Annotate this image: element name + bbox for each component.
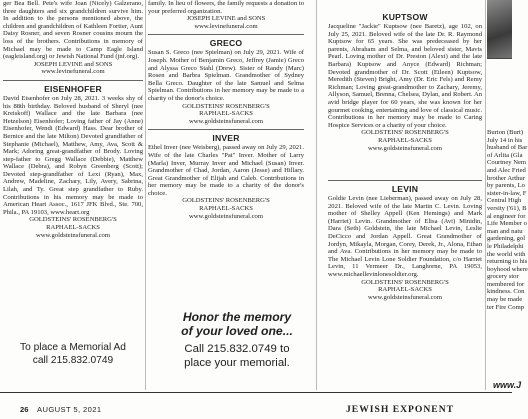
obituary-continued-text: ger Bea Bell. Pete's wife Joan (Nicely) Galzerano, three daughters and six grandchildren survive him. In addition to the persons mentioned above, the children and grandchildren of Kathleen Fortier, Aunt Daisy Rosner, and seven Rosner cousins mourn the loss of the brothers. Contributions in memory of Michael may be made to Camp Eagle Island (eagleisland.org) or Jewish National Fund (jnf.org). — [3, 0, 143, 61]
obituary-line-cropped: may be made — [487, 296, 523, 304]
funeral-home-url: www.goldsteinsfuneral.com — [368, 144, 442, 152]
publication-name: JEWISH EXPONENT — [346, 404, 455, 415]
obituary-line-cropped: Life Member o — [487, 220, 527, 228]
funeral-home-url: www.goldsteinsfuneral.com — [189, 117, 263, 125]
obituary-line-cropped: Burton (Burt) — [487, 129, 524, 136]
ad-phone-line: Call 215.832.0749 to — [184, 343, 290, 355]
funeral-home-url: www.goldsteinsfuneral.com — [368, 293, 442, 301]
obituary-continued-text: family. In lieu of flowers, the family requests a donation to your preferred organization. — [148, 0, 304, 15]
obituary-line-cropped: le Philadelphi — [487, 242, 524, 250]
obituary-name-eisenhofer: EISENHOFER — [44, 83, 102, 94]
obituary-text-eisenhofer: David Eisenhofer on July 28, 2021. 3 weeks shy of his 88th birthday. Beloved husband of Sheryl (nee Kreiskoff) Wallace and the late Barbara (nee Hetzelson) Eisenhofer; Loving father of Jay (Anne) Eisenhofer, Wendi (Edward) Hass. Dear brother of Bernice and the late Milton) Devoted grandfather of Stephanie (Michael), Matthew, Amy, Ava, Scott & Mark; Adoring great-grandfather of Brody. Loving step-father to Gregg Wallace (Debbie), Matthew Wallace (Debra), and Robyn Greenberg (Scott); Devoted step-grandfather of Lexi (Ryan), Max, Andrew, Madeline, Zachary, Lily, Avery, Sabrina, Lilah, and Ty. Great step grandfather to Ruby. Contributions in his memory may be made to American Heart Assoc., 1617 JFK Blvd., Ste. 700, Phila., PA 19103, www.heart.org — [3, 94, 143, 216]
funeral-home-url: www.goldsteinsfuneral.com — [36, 231, 110, 239]
funeral-home-name: RAPHAEL-SACKS — [199, 110, 253, 118]
obituary-text-levin: Goldie Levin (nee Lieberman), passed away on July 28, 2021. Beloved wife of the late Martin C. Levin. Loving mother of Shelley Appell (Ken Hemings) and Mark (Harriet) Levin. Grandmother of Elisa (Avi) Minidin, Dara (Seth) Goldstein, the late Michael Levin, Leslie DeCicco and Jordan Appell. Great Grandmother of Jordyn, Mikayla, Morgan, Corey, Derek, Jr., Alona, Ethan and Ava. Contributions in her memory may be made to The Michael Levin Lone Soldier Foundation, c/o Harriet Levin, 11 Vermeer Dr., Langhorne, PA 19053, www.michaellevinlonesoldier.org. — [328, 195, 482, 279]
divider — [328, 180, 482, 181]
funeral-home-url: www.levinefuneral.com — [41, 68, 105, 76]
funeral-home-name: JOSEPH LEVINE and SONS — [186, 15, 266, 23]
funeral-home-name: GOLDSTEINS' ROSENBERG'S — [361, 129, 449, 137]
page-number: 26 — [20, 405, 29, 414]
obituary-line-cropped: brother Arthur — [487, 174, 525, 182]
funeral-home-name: GOLDSTEINS' ROSENBERG'S — [361, 278, 449, 286]
obituary-line-cropped: ter Fire Comp — [487, 303, 524, 311]
obituary-text-kuptsow: Jacqueline "Jackie" Kuptsow (nee Baretz), age 102, on July 25, 2021. Beloved wife of the late Dr. R. Raymond Kuptsow for 65 years. She was predeceased by her parents, Abraham and Selma, and beloved sister, Mavis Pearl. Loving mother of Dr. Preston (Alexi) and the late Barbara) Kuptsow and Anyce (Edward) Richman; Devoted grandmother of Dr. Scott (Eileen) Kuptsow, Meredith (Steven) Bright, Amy (Dr. Eric Fels) and Remy Richman; Loving great-grandmother to Zachary, Jeremy, Allyson, Samuel, Brenna, Chelsea, Dylan, and Robert. An avid bridge player for 60 years, she was known for her gourmet cooking, entertaining and love of classical music. Contributions in her memory may be made to Caring Hospice Services or a charity of your choice. — [328, 23, 482, 129]
memorial-ad-line: To place a Memorial Ad — [20, 342, 126, 353]
ad-headline: Honor the memory — [182, 310, 292, 324]
column-divider — [145, 0, 146, 390]
obituary-line-cropped: boyhood where — [487, 265, 528, 273]
obituary-line-cropped: versity ('61), B — [487, 204, 527, 212]
obituary-text-greco: Susan S. Greco (nee Spielman) on July 29, 2021. Wife of Joseph. Mother of Benjamin Greco, Jeffrey (Jamie) Greco and Alyssa Greco Stahl (Drew). Sister of Randy (Marc) Rosen and Barbra Spielman. Grandmother of Sydney Bella Greco. Daughter of the late Samuel and Selma Spielman. Contributions in her memory may be made to a charity of the donor's choice. — [148, 49, 304, 102]
obituary-line-cropped: by parents, Lo — [487, 182, 525, 190]
funeral-home-name: RAPHAEL-SACKS — [199, 205, 253, 213]
obituary-line-cropped: and Alec Fried — [487, 166, 526, 174]
obituary-photo — [487, 0, 512, 59]
memorial-ad-phone: call 215.832.0749 — [32, 355, 114, 366]
obituary-line-cropped: Central High — [487, 197, 522, 205]
obituary-line-cropped: membered for — [487, 280, 525, 288]
funeral-home-name: JOSEPH LEVINE and SONS — [33, 60, 113, 68]
ad-headline: of your loved one... — [181, 324, 293, 338]
funeral-home-name: GOLDSTEINS' ROSENBERG'S — [29, 216, 117, 224]
obituary-line-cropped: July 14 in his — [487, 136, 523, 144]
cropped-url: www.J — [493, 380, 522, 390]
divider — [3, 80, 143, 81]
column-4-cropped — [487, 129, 528, 379]
issue-date: AUGUST 5, 2021 — [37, 405, 102, 414]
funeral-home-name: RAPHAEL-SACKS — [378, 136, 432, 144]
obituary-line-cropped: husband of Bar — [487, 144, 528, 152]
honor-memory-ad — [172, 310, 302, 383]
obituary-line-cropped: gardening, gol — [487, 235, 526, 243]
funeral-home-name: RAPHAEL-SACKS — [378, 286, 432, 294]
obituary-line-cropped: al engineer for — [487, 212, 526, 220]
funeral-home-name: RAPHAEL-SACKS — [46, 224, 100, 232]
obituary-line-cropped: Courtney Nem — [487, 159, 527, 167]
obituary-line-cropped: sister-in-law, F — [487, 189, 527, 197]
obituary-text-inver: Ethel Inver (nee Weisberg), passed away on July 29, 2021. Wife of the late Charles "Pat" Inver. Mother of Larry (Marla) Inver, Murray Inver and Michael (Susan) Inver. Grandmother of Chad, Jordan, Aaron (Jesse) and Hillary. Great Grandmother of Elijah and Caleb. Contributions in her memory may be made to a charity of the donor's choice. — [148, 144, 304, 197]
obituary-line-cropped: returning to his — [487, 258, 528, 266]
obituary-line-cropped: man and natu — [487, 227, 523, 235]
obituary-line-cropped: kindness. Con — [487, 288, 525, 296]
obituary-line-cropped: grocery stor — [487, 273, 519, 281]
funeral-home-url: www.levinefuneral.com — [194, 22, 258, 30]
column-1 — [3, 0, 143, 239]
obituary-name-levin: LEVIN — [391, 184, 419, 195]
divider — [148, 129, 304, 130]
funeral-home-name: GOLDSTEINS' ROSENBERG'S — [182, 197, 270, 205]
page-footer — [0, 392, 512, 419]
obituary-line-cropped: of Arlita (Gla — [487, 151, 523, 159]
obituary-name-greco: GRECO — [209, 38, 243, 49]
column-divider — [485, 0, 486, 390]
funeral-home-name: GOLDSTEINS' ROSENBERG'S — [182, 102, 270, 110]
ad-body-line: place your memorial. — [184, 356, 290, 369]
divider — [148, 34, 304, 35]
memorial-ad-notice — [3, 341, 143, 379]
column-3 — [328, 0, 482, 301]
column-divider — [316, 0, 317, 390]
obituary-name-inver: INVER — [212, 133, 240, 144]
obituary-name-kuptsow: KUPTSOW — [382, 12, 428, 22]
obituary-line-cropped: the world with — [487, 250, 526, 258]
column-2 — [148, 0, 304, 220]
funeral-home-url: www.goldsteinsfuneral.com — [189, 212, 263, 220]
